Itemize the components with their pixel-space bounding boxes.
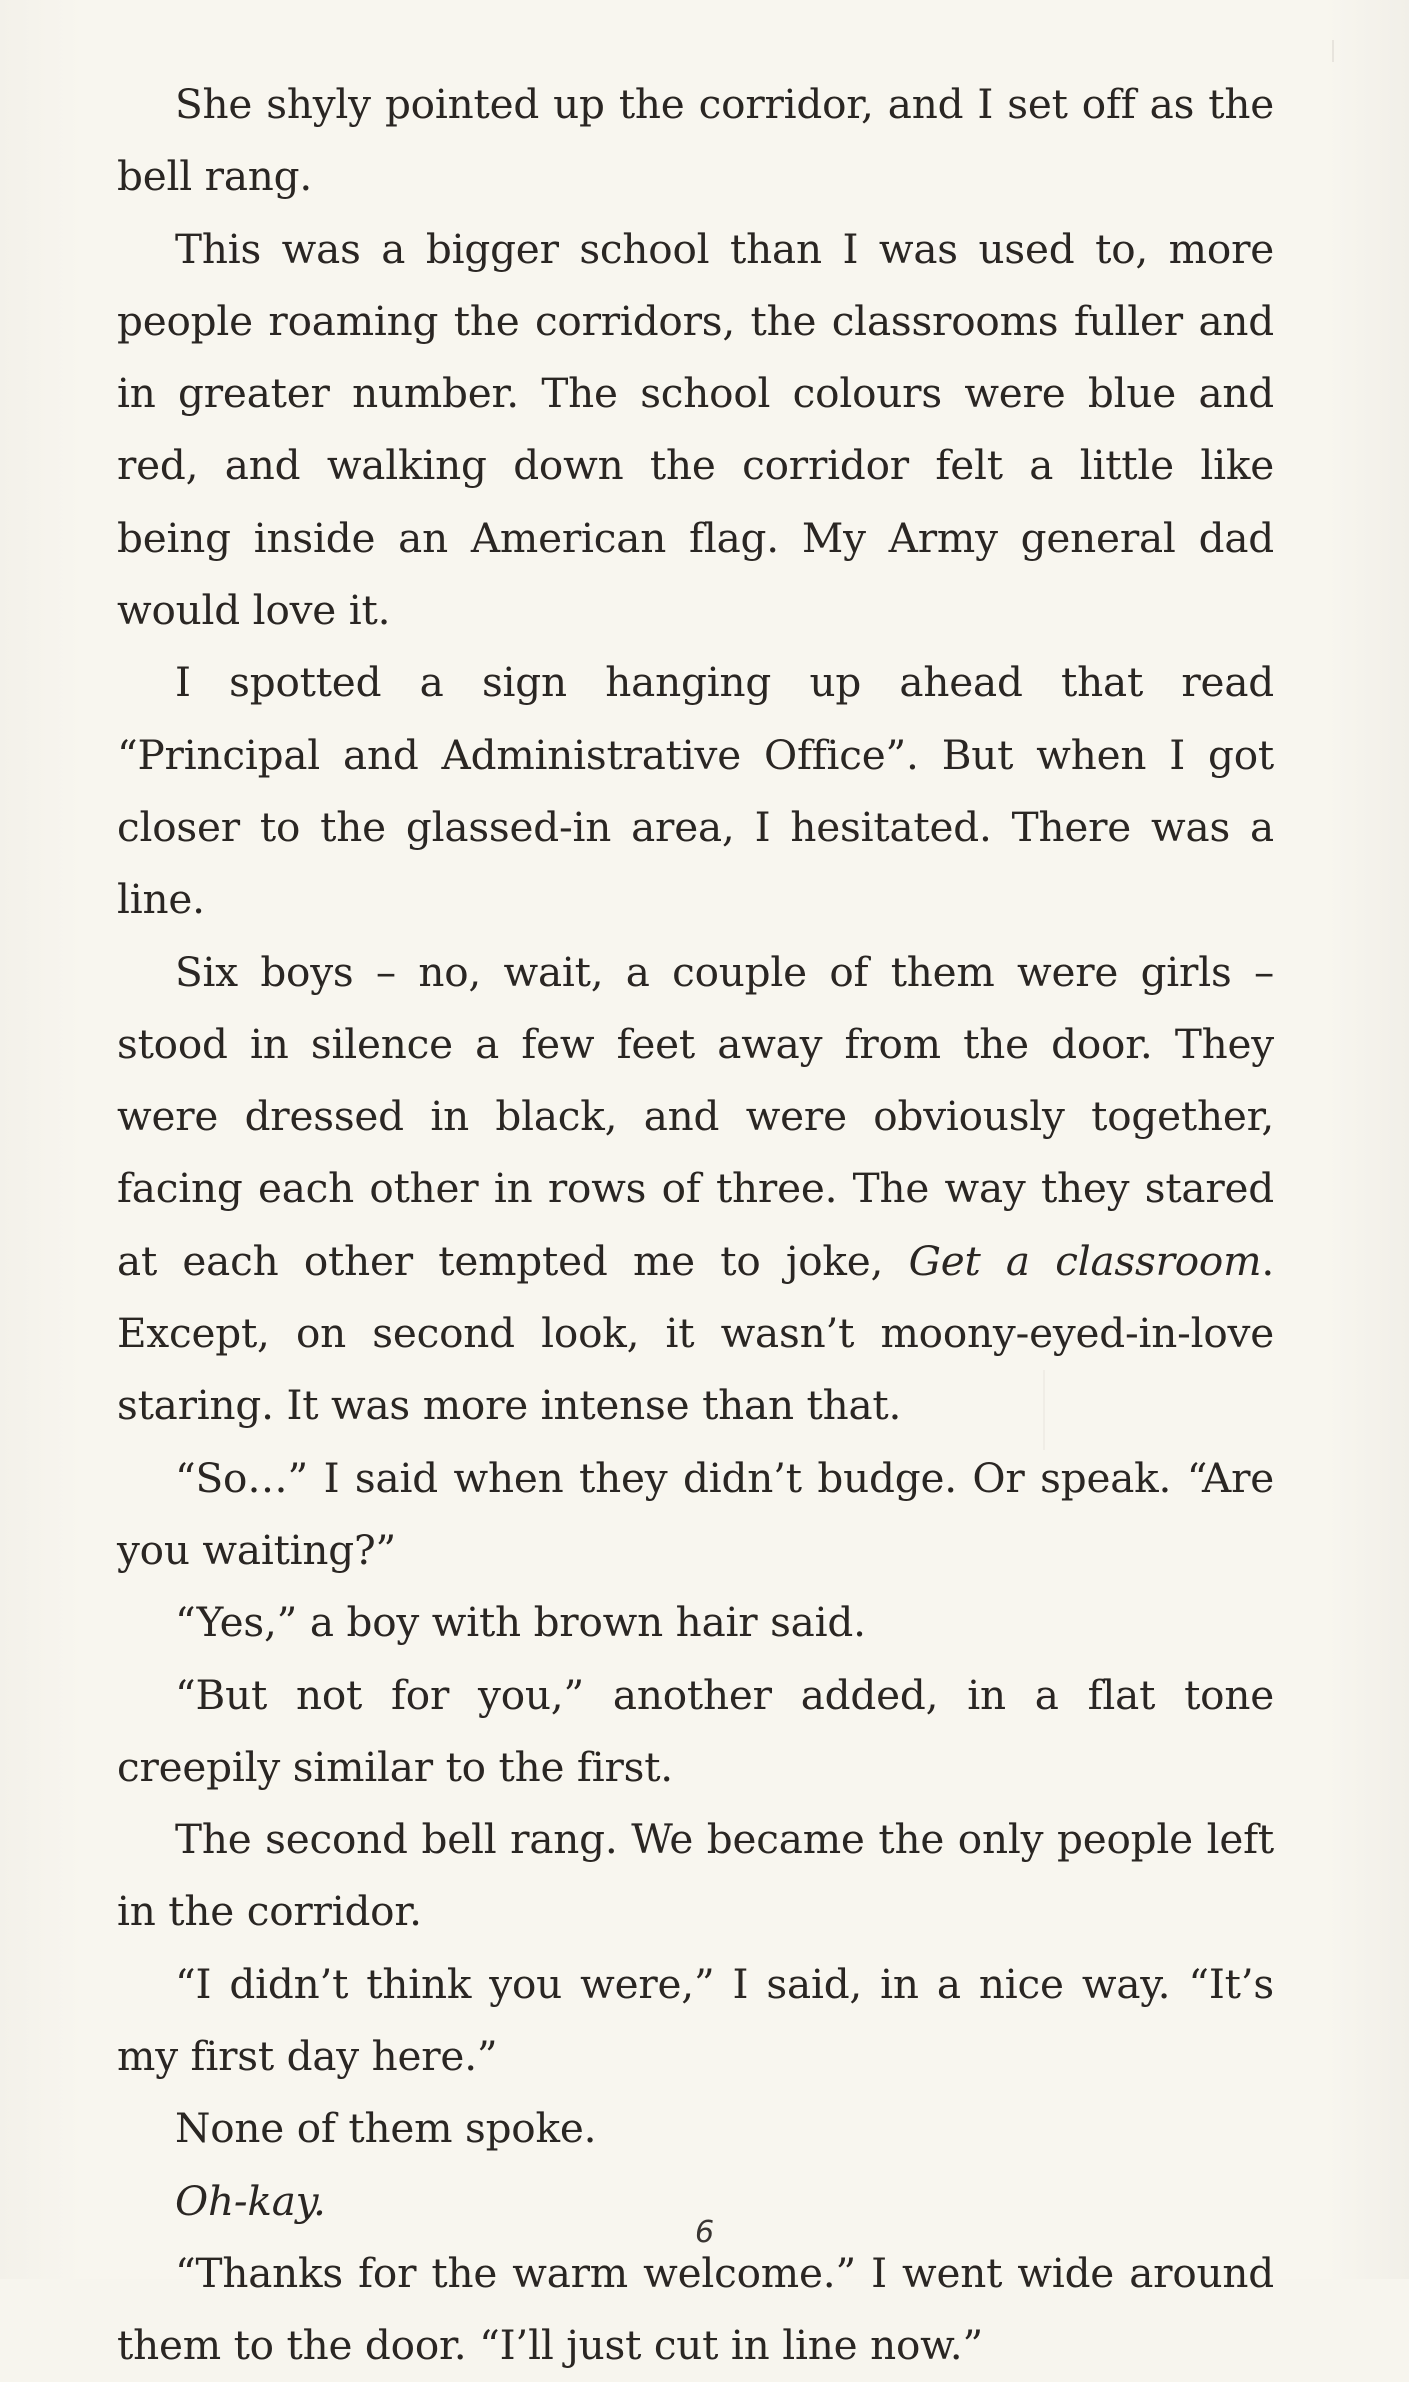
paragraph xyxy=(117,2092,1274,2164)
text-segment: “Thanks for the warm welcome.” I went wide around them to the door. “I’ll just cut in line now.” xyxy=(117,2248,1274,2370)
paragraph xyxy=(117,213,1274,647)
paragraph xyxy=(117,2237,1274,2382)
text-segment: She shyly pointed up the corridor, and I set off as the bell rang. xyxy=(117,80,1274,201)
text-segment: “Yes,” a boy with brown hair said. xyxy=(175,1598,866,1647)
text-segment: “I didn’t think you were,” I said, in a nice way. “It’s my first day here.” xyxy=(117,1959,1274,2081)
italic-text: Get a classroom xyxy=(908,1236,1262,1285)
body-text xyxy=(117,68,1274,2382)
text-segment: “But not for you,” another added, in a flat tone creepily similar to the first. xyxy=(117,1670,1274,1791)
paragraph xyxy=(117,646,1274,935)
text-segment: This was a bigger school than I was used to, more people roaming the corridors, the classrooms fuller and in greater number. The school colours were blue and red, and walking down the corridor felt a little like being inside an American flag. My Army general dad would love it. xyxy=(117,224,1274,635)
paragraph xyxy=(117,1659,1274,1804)
page-blemish xyxy=(1332,40,1334,62)
paragraph xyxy=(117,1586,1274,1658)
paragraph xyxy=(117,1948,1274,2093)
text-segment: None of them spoke. xyxy=(175,2104,597,2153)
text-segment: . Except, on second look, it wasn’t moony-eyed-in-love staring. It was more intense than that. xyxy=(117,1236,1275,1430)
text-segment: Six boys – no, wait, a couple of them were girls – stood in silence a few feet away from the door. They were dressed in black, and were obviously together, facing each other in rows of three. The way they stared at each other tempted me to joke, xyxy=(117,947,1274,1285)
paragraph xyxy=(117,1803,1274,1948)
text-segment: I spotted a sign hanging up ahead that read “Principal and Administrative Office”. But when I got closer to the glassed-in area, I hesitated. There was a line. xyxy=(117,658,1274,924)
text-segment: “So…” I said when they didn’t budge. Or speak. “Are you waiting?” xyxy=(117,1453,1274,1574)
paragraph xyxy=(117,68,1274,213)
text-segment: The second bell rang. We became the only people left in the corridor. xyxy=(117,1815,1274,1936)
paragraph xyxy=(117,936,1274,1442)
paragraph xyxy=(117,1442,1274,1587)
page-number: 6 xyxy=(694,2215,715,2250)
italic-text: Oh-kay. xyxy=(175,2176,326,2225)
